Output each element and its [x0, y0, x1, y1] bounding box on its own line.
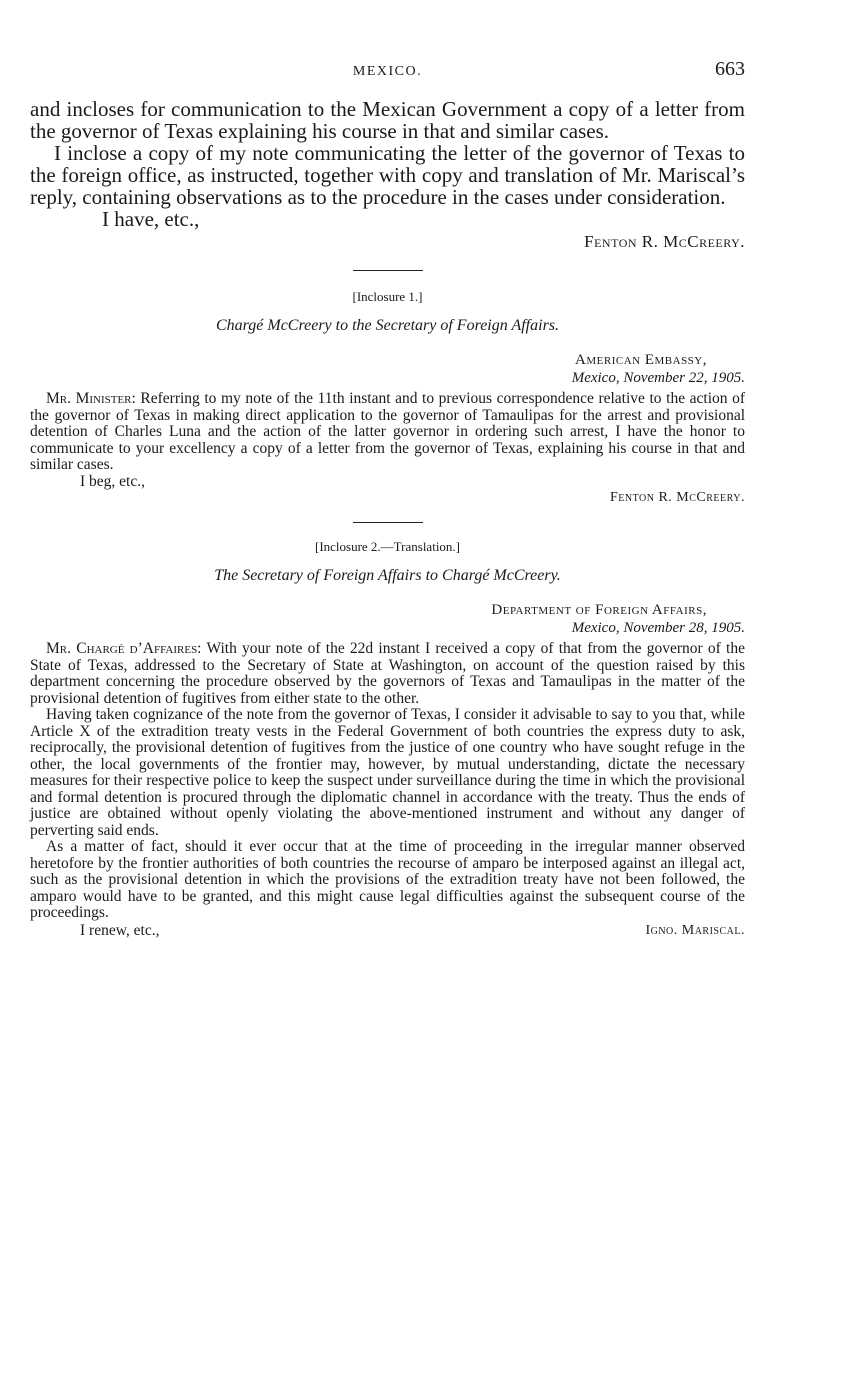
intro-closing: I have, etc., — [102, 207, 200, 231]
inclosure-2-paragraph-1 — [30, 641, 745, 707]
inclosure-2-paragraph-2: Having taken cognizance of the note from the governor of Texas, I consider it advisable to say to you that, while Article X of the extradition treaty vests in the Federal Government of both countries the express duty to ask, reciprocally, the provisional detention of fugitives from the justice of one country who have sought refuge in the other, the local governments of the frontier may, however, by mutual understanding, dictate the necessary measures for their respective police to keep the suspect under surveillance during the time in which the provisional and formal detention is procured through the diplomatic channel in accordance with the treaty. Thus the ends of justice are obtained without openly violating the above-mentioned instrument and without any danger of perverting said ends. — [30, 706, 745, 839]
page-header — [30, 58, 745, 88]
page-number: 663 — [715, 58, 745, 80]
inclosure-1-signature: Fenton R. McCreery. — [609, 490, 745, 505]
section-divider — [353, 270, 423, 271]
inclosure-1-caption: Chargé McCreery to the Secretary of Foreign Affairs. — [215, 317, 560, 334]
inclosure-2-label: [Inclosure 2.—Translation.] — [314, 539, 461, 554]
intro-section — [30, 98, 745, 230]
inclosure-2-salutation: Mr. Chargé d’Affaires: — [46, 640, 202, 657]
inclosure-2-date: Mexico, November 28, 1905. — [571, 620, 745, 636]
inclosure-1-text: Referring to my note of the 11th instant and to previous correspondence relative to the action of the governor of Texas in making direct application to the governor of Tamaulipas for the arrest and provisional detention of Charles Luna and the action of the latter governor in ordering such arrest, I have the honor to communicate to your excellency a copy of a letter from the governor of Texas, explaining his course in that and similar cases. — [30, 390, 745, 473]
inclosure-1-closing: I beg, etc., — [80, 472, 145, 490]
inclosure-1-address-line1: American Embassy, — [575, 352, 707, 368]
running-title: MEXICO. — [352, 64, 423, 79]
intro-signature: Fenton R. McCreery. — [584, 232, 745, 251]
section-divider-2 — [353, 522, 423, 523]
inclosure-2-caption: The Secretary of Foreign Affairs to Chargé McCreery. — [214, 567, 561, 584]
inclosure-1-label: [Inclosure 1.] — [352, 289, 423, 304]
inclosure-2 — [30, 539, 745, 939]
inclosure-2-paragraph-3: As a matter of fact, should it ever occur that at the time of proceeding in the irregular manner observed heretofore by the frontier authorities of both countries the recourse of amparo be interposed against an illegal act, such as the provisional detention in which the provisions of the extradition treaty have not been followed, the amparo would have to be granted, and this might cause legal difficulties against the subsequent course of the proceedings. — [30, 838, 745, 921]
inclosure-2-address-line1: Department of Foreign Affairs, — [491, 602, 707, 618]
inclosure-2-closing-row — [30, 922, 745, 939]
inclosure-1-paragraph — [30, 391, 745, 474]
inclosure-2-closing: I renew, etc., — [80, 921, 160, 939]
inclosure-2-address — [30, 601, 745, 637]
inclosure-1 — [30, 289, 745, 506]
inclosure-1-date: Mexico, November 22, 1905. — [571, 370, 745, 386]
inclosure-2-signature: Igno. Mariscal. — [645, 922, 745, 938]
intro-paragraph-1: and incloses for communication to the Mexican Government a copy of a letter from the governor of Texas explaining his course in that and similar cases. — [30, 97, 745, 143]
intro-paragraph-2: I inclose a copy of my note communicating the letter of the governor of Texas to the foreign office, as instructed, together with copy and translation of Mr. Mariscal’s reply, containing observations as to the procedure in the cases under consideration. — [30, 141, 745, 209]
inclosure-1-salutation: Mr. Minister: — [46, 390, 136, 407]
inclosure-1-address — [30, 351, 745, 387]
inclosure-1-body — [30, 391, 745, 490]
inclosure-2-text-1: With your note of the 22d instant I received a copy of that from the governor of the State of Texas, addressed to the Secretary of State at Washington, on account of the question raised by this department concerning the procedure observed by the governors of Texas and Tamaulipas in the matter of the provisional detention of fugitives from either state to the other. — [30, 640, 745, 707]
inclosure-2-body — [30, 641, 745, 922]
document-page — [30, 58, 745, 939]
